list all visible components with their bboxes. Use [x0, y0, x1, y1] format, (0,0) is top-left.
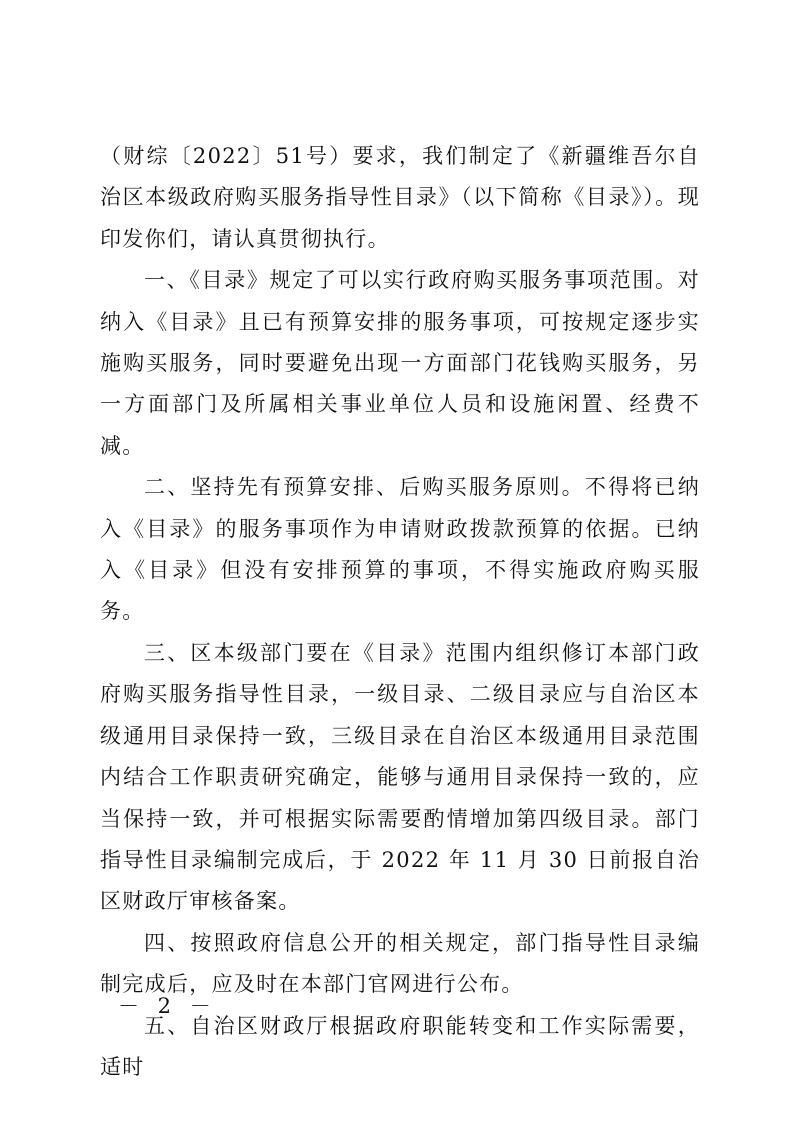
- paragraph-item-1: 一、《目录》规定了可以实行政府购买服务事项范围。对纳入《目录》且已有预算安排的服务事项，可按规定逐步实施购买服务，同时要避免出现一方面部门花钱购买服务，另一方面部门及所属相关事业单位人员和设施闲置、经费不减。: [100, 268, 700, 458]
- paragraph-item-4: 四、按照政府信息公开的相关规定，部门指导性目录编制完成后，应及时在本部门官网进行公布。: [100, 930, 700, 997]
- document-body: [100, 136, 700, 1088]
- paragraph-item-3: 三、区本级部门要在《目录》范围内组织修订本部门政府购买服务指导性目录，一级目录、二级目录应与自治区本级通用目录保持一致，三级目录在自治区本级通用目录范围内结合工作职责研究确定，能够与通用目录保持一致的，应当保持一致，并可根据实际需要酌情增加第四级目录。部门指导性目录编制完成后，于 2022 年 11 月 30 日前报自治区财政厅审核备案。: [100, 640, 700, 914]
- paragraph-item-5: 五、自治区财政厅根据政府职能转变和工作实际需要，适时: [100, 1013, 700, 1079]
- paragraph-intro-continuation: （财综〔2022〕51号）要求，我们制定了《新疆维吾尔自治区本级政府购买服务指导性目录》（以下简称《目录》）。现印发你们，请认真贯彻执行。: [100, 144, 700, 251]
- page-number: － 2 －: [118, 994, 217, 1018]
- paragraph-item-2: 二、坚持先有预算安排、后购买服务原则。不得将已纳入《目录》的服务事项作为申请财政拨款预算的依据。已纳入《目录》但没有安排预算的事项，不得实施政府购买服务。: [100, 475, 700, 624]
